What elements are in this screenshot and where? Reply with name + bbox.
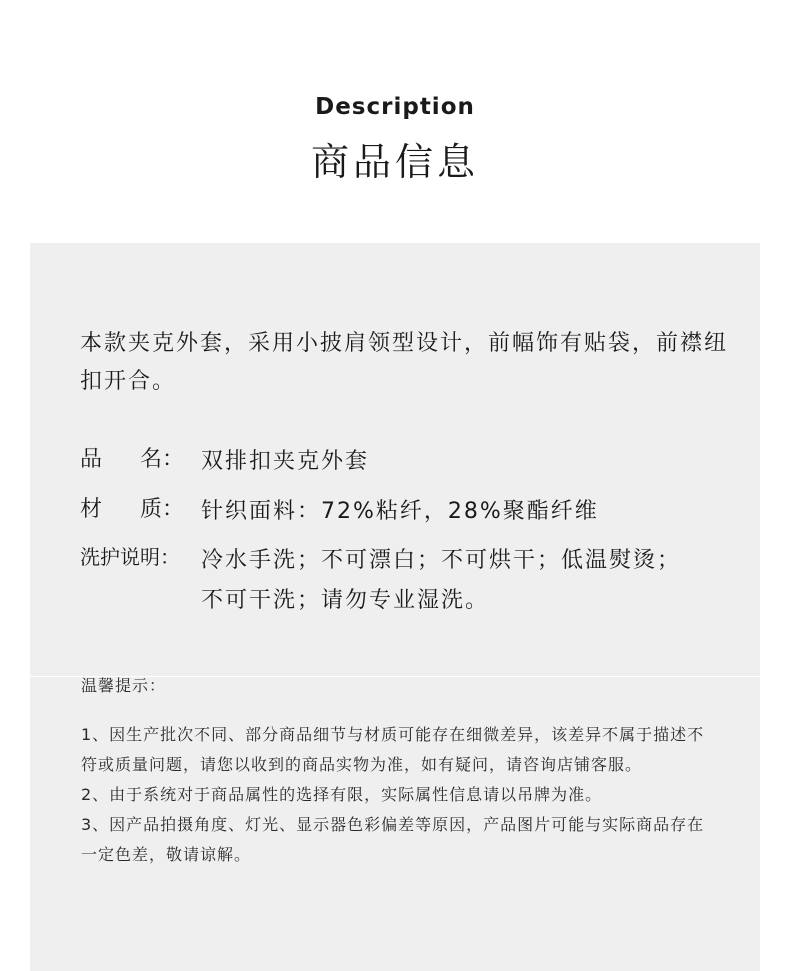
product-intro: 本款夹克外套，采用小披肩领型设计，前幅饰有贴袋，前襟纽扣开合。 xyxy=(80,331,729,394)
description-panel xyxy=(30,243,760,971)
detail-value-material: 针织面料：72%粘纤，28%聚酯纤维 xyxy=(201,499,599,524)
detail-value-care: 冷水手洗；不可漂白；不可烘干；低温熨烫； 不可干洗；请勿专业湿洗。 xyxy=(201,548,682,613)
tip-item: 2、由于系统对于商品属性的选择有限，实际属性信息请以吊牌为准。 xyxy=(81,785,603,804)
detail-label-care: 洗护说明： xyxy=(80,545,180,569)
tips-list xyxy=(81,720,721,870)
detail-label-material: 材 质： xyxy=(80,497,185,522)
tip-item: 3、因产品拍摄角度、灯光、显示器色彩偏差等原因，产品图片可能与实际商品存在一定色差，敬请谅解。 xyxy=(81,815,705,864)
tip-item: 1、因生产批次不同、部分商品细节与材质可能存在细微差异，该差异不属于描述不符或质量问题，请您以收到的商品实物为准，如有疑问，请咨询店铺客服。 xyxy=(81,725,705,774)
detail-label-name: 品 名： xyxy=(80,447,185,472)
section-title-cn: 商品信息 xyxy=(310,140,479,184)
tips-title: 温馨提示： xyxy=(81,676,167,695)
detail-value-name: 双排扣夹克外套 xyxy=(201,449,370,474)
section-title-en: Description xyxy=(315,94,475,120)
